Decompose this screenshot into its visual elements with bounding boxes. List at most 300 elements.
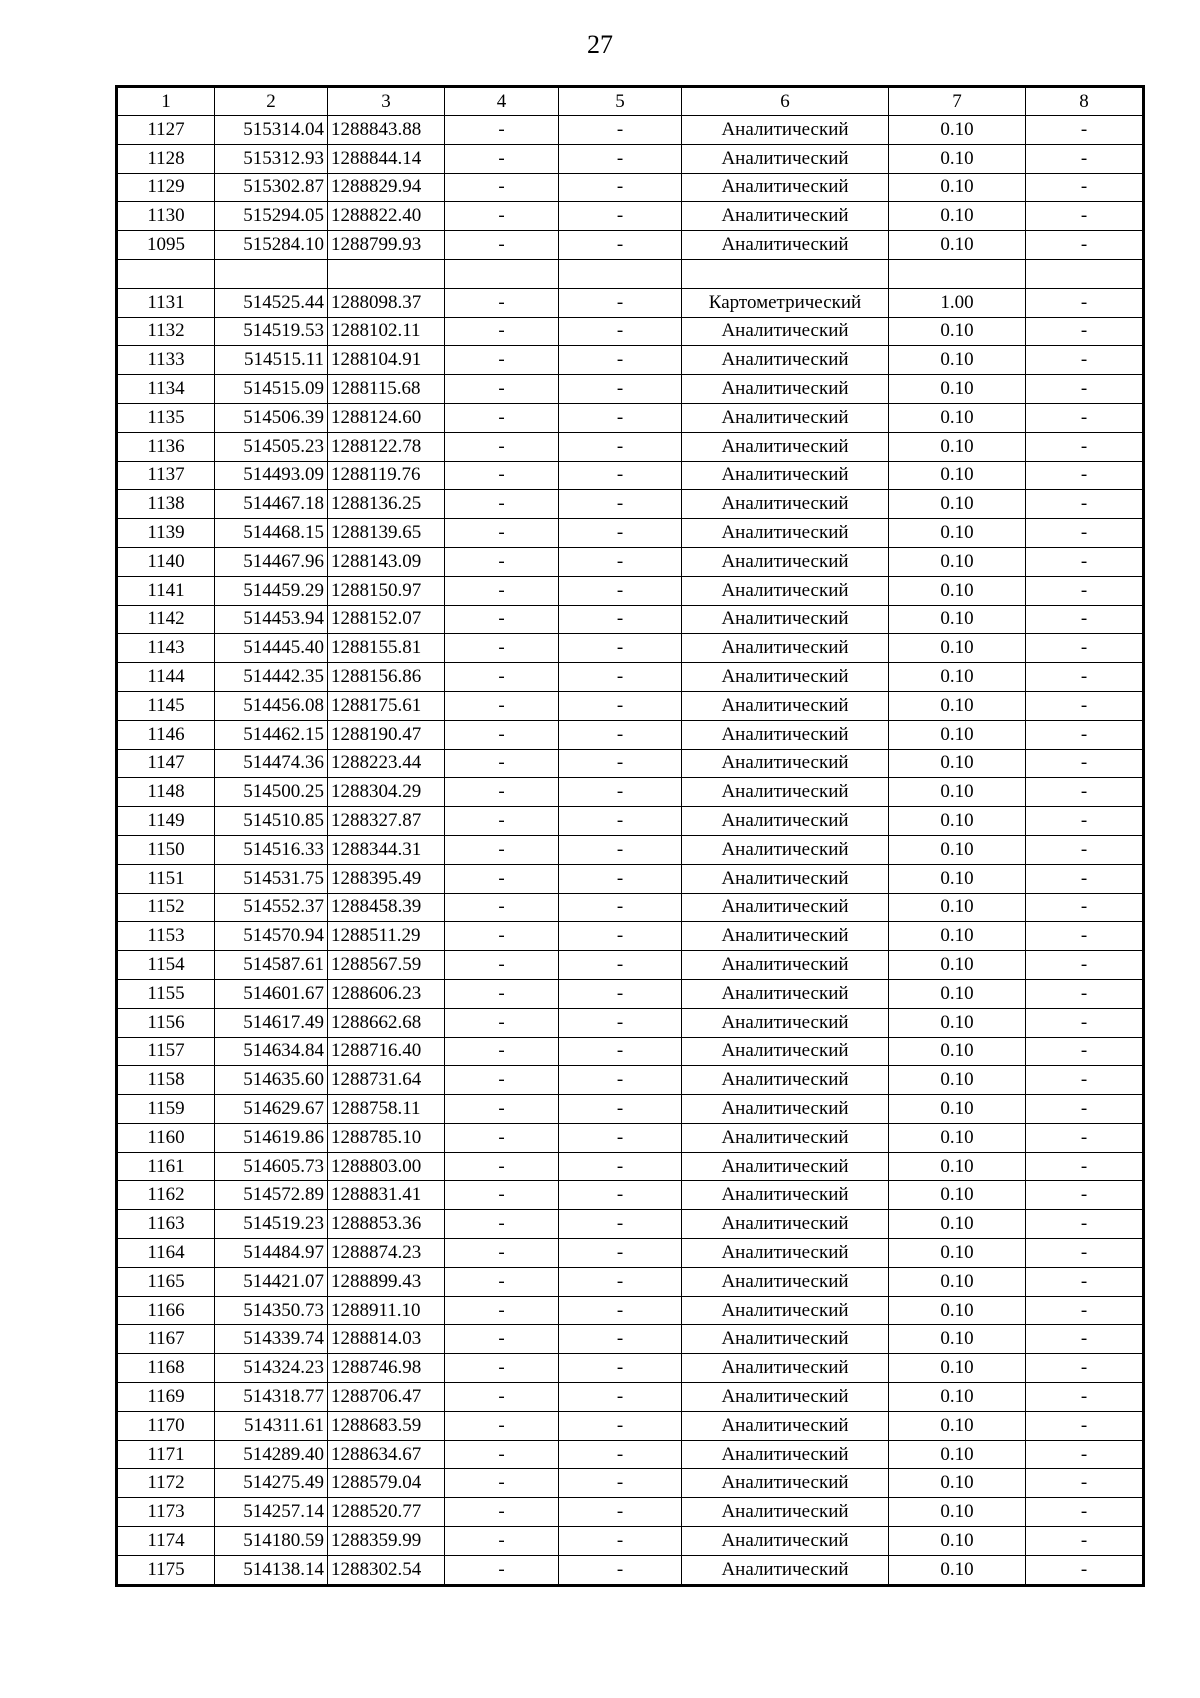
col-5-value-cell: - [559,173,682,202]
x-coordinate-cell: 514634.84 [215,1037,328,1066]
y-coordinate-cell: 1288152.07 [328,605,445,634]
point-number-cell: 1168 [117,1354,215,1383]
y-coordinate-cell: 1288098.37 [328,288,445,317]
accuracy-cell: 0.10 [889,1066,1026,1095]
point-number-cell: 1149 [117,807,215,836]
x-coordinate-cell: 514510.85 [215,807,328,836]
x-coordinate-cell: 514505.23 [215,432,328,461]
point-number-cell: 1166 [117,1296,215,1325]
col-5-value-cell: - [559,519,682,548]
point-number-cell: 1128 [117,144,215,173]
method-cell: Аналитический [682,461,889,490]
col-8-value-cell: - [1026,979,1144,1008]
method-cell: Аналитический [682,116,889,145]
table-header [117,87,1144,116]
y-coordinate-cell: 1288139.65 [328,519,445,548]
table-row [117,835,1144,864]
point-number-cell: 1148 [117,778,215,807]
col-4-value-cell: - [445,317,559,346]
col-8-value-cell: - [1026,1325,1144,1354]
table-row [117,547,1144,576]
table-row [117,1210,1144,1239]
col-5-value-cell: - [559,231,682,260]
table-row [117,663,1144,692]
x-coordinate-cell: 514318.77 [215,1383,328,1412]
method-cell: Аналитический [682,346,889,375]
point-number-cell: 1160 [117,1123,215,1152]
x-coordinate-cell: 514257.14 [215,1498,328,1527]
method-cell: Аналитический [682,519,889,548]
point-number-cell: 1175 [117,1555,215,1585]
table-row [117,1469,1144,1498]
col-4-value-cell: - [445,403,559,432]
x-coordinate-cell: 514138.14 [215,1555,328,1585]
y-coordinate-cell: 1288175.61 [328,691,445,720]
col-8-value-cell: - [1026,1555,1144,1585]
table-body [117,116,1144,1586]
col-4-value-cell: - [445,375,559,404]
col-5-value-cell: - [559,1008,682,1037]
col-5-value-cell: - [559,288,682,317]
method-cell: Картометрический [682,288,889,317]
table-row [117,979,1144,1008]
point-number-cell: 1156 [117,1008,215,1037]
table-row [117,173,1144,202]
col-5-value-cell: - [559,835,682,864]
point-number-cell: 1131 [117,288,215,317]
y-coordinate-cell: 1288156.86 [328,663,445,692]
col-4-value-cell: - [445,691,559,720]
col-4-value-cell: - [445,231,559,260]
col-8-value-cell: - [1026,317,1144,346]
col-4-value-cell: - [445,1325,559,1354]
accuracy-cell: 0.10 [889,1095,1026,1124]
column-header: 8 [1026,87,1144,116]
accuracy-cell: 0.10 [889,1267,1026,1296]
accuracy-cell: 0.10 [889,116,1026,145]
x-coordinate-cell: 515284.10 [215,231,328,260]
col-4-value-cell: - [445,1383,559,1412]
col-5-value-cell: - [559,720,682,749]
col-8-value-cell: - [1026,1210,1144,1239]
y-coordinate-cell: 1288799.93 [328,231,445,260]
accuracy-cell: 0.10 [889,1037,1026,1066]
col-8-value-cell: - [1026,375,1144,404]
x-coordinate-cell: 515302.87 [215,173,328,202]
x-coordinate-cell: 514467.96 [215,547,328,576]
col-4-value-cell: - [445,778,559,807]
accuracy-cell: 0.10 [889,519,1026,548]
accuracy-cell: 1.00 [889,288,1026,317]
x-coordinate-cell: 514339.74 [215,1325,328,1354]
point-number-cell: 1167 [117,1325,215,1354]
col-4-value-cell: - [445,1152,559,1181]
method-cell: Аналитический [682,1296,889,1325]
accuracy-cell: 0.10 [889,1354,1026,1383]
y-coordinate-cell: 1288606.23 [328,979,445,1008]
y-coordinate-cell: 1288814.03 [328,1325,445,1354]
method-cell: Аналитический [682,663,889,692]
col-5-value-cell: - [559,1469,682,1498]
method-cell: Аналитический [682,605,889,634]
col-5-value-cell: - [559,951,682,980]
col-5-value-cell: - [559,403,682,432]
col-8-value-cell: - [1026,144,1144,173]
col-4-value-cell: - [445,1123,559,1152]
y-coordinate-cell: 1288829.94 [328,173,445,202]
x-coordinate-cell: 514459.29 [215,576,328,605]
x-coordinate-cell: 514531.75 [215,864,328,893]
col-8-value-cell: - [1026,1296,1144,1325]
y-coordinate-cell: 1288302.54 [328,1555,445,1585]
col-8-value-cell: - [1026,1527,1144,1556]
col-4-value-cell: - [445,864,559,893]
method-cell: Аналитический [682,720,889,749]
col-8-value-cell: - [1026,346,1144,375]
method-cell: Аналитический [682,1267,889,1296]
x-coordinate-cell: 514289.40 [215,1440,328,1469]
accuracy-cell: 0.10 [889,720,1026,749]
col-5-value-cell: - [559,1181,682,1210]
accuracy-cell: 0.10 [889,1296,1026,1325]
accuracy-cell: 0.10 [889,1440,1026,1469]
point-number-cell: 1158 [117,1066,215,1095]
method-cell: Аналитический [682,951,889,980]
col-4-value-cell: - [445,346,559,375]
x-coordinate-cell: 515294.05 [215,202,328,231]
y-coordinate-cell: 1288758.11 [328,1095,445,1124]
method-cell: Аналитический [682,691,889,720]
y-coordinate-cell: 1288223.44 [328,749,445,778]
x-coordinate-cell: 514601.67 [215,979,328,1008]
y-coordinate-cell: 1288115.68 [328,375,445,404]
y-coordinate-cell: 1288822.40 [328,202,445,231]
method-cell: Аналитический [682,1440,889,1469]
col-5-value-cell: - [559,547,682,576]
table-row [117,288,1144,317]
point-number-cell: 1165 [117,1267,215,1296]
accuracy-cell: 0.10 [889,576,1026,605]
col-4-value-cell: - [445,1008,559,1037]
x-coordinate-cell: 514493.09 [215,461,328,490]
y-coordinate-cell: 1288327.87 [328,807,445,836]
col-5-value-cell: - [559,979,682,1008]
col-8-value-cell: - [1026,1469,1144,1498]
point-number-cell: 1142 [117,605,215,634]
col-5-value-cell: - [559,1383,682,1412]
col-4-value-cell: - [445,1527,559,1556]
col-8-value-cell: - [1026,634,1144,663]
accuracy-cell: 0.10 [889,1325,1026,1354]
col-4-value-cell: - [445,144,559,173]
table-row [117,519,1144,548]
point-number-cell: 1129 [117,173,215,202]
column-header: 5 [559,87,682,116]
accuracy-cell: 0.10 [889,547,1026,576]
table-row [117,403,1144,432]
x-coordinate-cell: 514519.23 [215,1210,328,1239]
col-4-value-cell: - [445,461,559,490]
accuracy-cell: 0.10 [889,864,1026,893]
col-4-value-cell: - [445,835,559,864]
method-cell: Аналитический [682,979,889,1008]
column-header: 3 [328,87,445,116]
y-coordinate-cell [328,259,445,288]
table-row [117,1383,1144,1412]
col-8-value-cell: - [1026,749,1144,778]
col-5-value-cell: - [559,922,682,951]
col-4-value-cell: - [445,202,559,231]
table-row [117,1095,1144,1124]
col-8-value-cell: - [1026,1440,1144,1469]
coordinates-table [115,85,1145,1587]
col-5-value-cell: - [559,490,682,519]
accuracy-cell: 0.10 [889,490,1026,519]
point-number-cell: 1145 [117,691,215,720]
x-coordinate-cell: 514453.94 [215,605,328,634]
method-cell: Аналитический [682,1411,889,1440]
accuracy-cell: 0.10 [889,231,1026,260]
col-5-value-cell [559,259,682,288]
point-number-cell: 1154 [117,951,215,980]
y-coordinate-cell: 1288662.68 [328,1008,445,1037]
x-coordinate-cell: 514275.49 [215,1469,328,1498]
col-4-value-cell: - [445,288,559,317]
accuracy-cell: 0.10 [889,461,1026,490]
col-8-value-cell: - [1026,432,1144,461]
col-5-value-cell: - [559,893,682,922]
method-cell: Аналитический [682,634,889,663]
y-coordinate-cell: 1288119.76 [328,461,445,490]
col-8-value-cell: - [1026,778,1144,807]
accuracy-cell: 0.10 [889,1498,1026,1527]
x-coordinate-cell: 514445.40 [215,634,328,663]
col-5-value-cell: - [559,1325,682,1354]
x-coordinate-cell: 514500.25 [215,778,328,807]
x-coordinate-cell: 514525.44 [215,288,328,317]
table-row [117,259,1144,288]
col-4-value-cell: - [445,1181,559,1210]
point-number-cell: 1159 [117,1095,215,1124]
point-number-cell: 1171 [117,1440,215,1469]
col-8-value-cell: - [1026,461,1144,490]
y-coordinate-cell: 1288683.59 [328,1411,445,1440]
method-cell: Аналитический [682,1239,889,1268]
table-row [117,1498,1144,1527]
accuracy-cell [889,259,1026,288]
col-5-value-cell: - [559,1354,682,1383]
method-cell: Аналитический [682,202,889,231]
method-cell: Аналитический [682,1210,889,1239]
x-coordinate-cell: 514635.60 [215,1066,328,1095]
x-coordinate-cell [215,259,328,288]
table-row [117,1555,1144,1585]
accuracy-cell: 0.10 [889,979,1026,1008]
accuracy-cell: 0.10 [889,144,1026,173]
point-number-cell [117,259,215,288]
accuracy-cell: 0.10 [889,634,1026,663]
accuracy-cell: 0.10 [889,375,1026,404]
y-coordinate-cell: 1288831.41 [328,1181,445,1210]
column-header: 2 [215,87,328,116]
x-coordinate-cell: 514311.61 [215,1411,328,1440]
method-cell: Аналитический [682,807,889,836]
y-coordinate-cell: 1288911.10 [328,1296,445,1325]
col-4-value-cell: - [445,1555,559,1585]
table-row [117,1527,1144,1556]
col-4-value-cell: - [445,951,559,980]
col-4-value-cell: - [445,1411,559,1440]
point-number-cell: 1139 [117,519,215,548]
method-cell: Аналитический [682,432,889,461]
col-8-value-cell: - [1026,519,1144,548]
col-4-value-cell: - [445,749,559,778]
table-row [117,864,1144,893]
accuracy-cell: 0.10 [889,691,1026,720]
col-8-value-cell: - [1026,173,1144,202]
y-coordinate-cell: 1288579.04 [328,1469,445,1498]
col-5-value-cell: - [559,1296,682,1325]
col-5-value-cell: - [559,1210,682,1239]
col-4-value-cell: - [445,519,559,548]
accuracy-cell: 0.10 [889,605,1026,634]
method-cell: Аналитический [682,403,889,432]
table-row [117,346,1144,375]
col-8-value-cell: - [1026,893,1144,922]
col-8-value-cell: - [1026,807,1144,836]
method-cell: Аналитический [682,1469,889,1498]
col-8-value-cell: - [1026,864,1144,893]
col-5-value-cell: - [559,1411,682,1440]
col-8-value-cell: - [1026,1066,1144,1095]
col-8-value-cell: - [1026,547,1144,576]
column-header: 6 [682,87,889,116]
table-row [117,1066,1144,1095]
point-number-cell: 1174 [117,1527,215,1556]
y-coordinate-cell: 1288843.88 [328,116,445,145]
accuracy-cell: 0.10 [889,807,1026,836]
method-cell: Аналитический [682,1354,889,1383]
x-coordinate-cell: 514456.08 [215,691,328,720]
col-8-value-cell: - [1026,1008,1144,1037]
point-number-cell: 1173 [117,1498,215,1527]
x-coordinate-cell: 514180.59 [215,1527,328,1556]
accuracy-cell: 0.10 [889,432,1026,461]
col-8-value-cell: - [1026,403,1144,432]
method-cell: Аналитический [682,144,889,173]
col-4-value-cell: - [445,1469,559,1498]
method-cell: Аналитический [682,1527,889,1556]
column-header: 4 [445,87,559,116]
col-4-value-cell: - [445,663,559,692]
table-row [117,1411,1144,1440]
table-row [117,1296,1144,1325]
col-4-value-cell: - [445,1354,559,1383]
y-coordinate-cell: 1288874.23 [328,1239,445,1268]
col-8-value-cell: - [1026,1411,1144,1440]
method-cell: Аналитический [682,1066,889,1095]
col-4-value-cell: - [445,173,559,202]
accuracy-cell: 0.10 [889,922,1026,951]
method-cell: Аналитический [682,835,889,864]
table-row [117,317,1144,346]
method-cell: Аналитический [682,1325,889,1354]
col-8-value-cell: - [1026,116,1144,145]
col-4-value-cell: - [445,807,559,836]
table-row [117,1267,1144,1296]
col-8-value-cell: - [1026,1095,1144,1124]
col-4-value-cell: - [445,1095,559,1124]
method-cell: Аналитический [682,1152,889,1181]
method-cell: Аналитический [682,1181,889,1210]
accuracy-cell: 0.10 [889,1383,1026,1412]
y-coordinate-cell: 1288731.64 [328,1066,445,1095]
x-coordinate-cell: 514350.73 [215,1296,328,1325]
x-coordinate-cell: 514605.73 [215,1152,328,1181]
method-cell: Аналитический [682,1123,889,1152]
point-number-cell: 1155 [117,979,215,1008]
accuracy-cell: 0.10 [889,778,1026,807]
accuracy-cell: 0.10 [889,663,1026,692]
point-number-cell: 1169 [117,1383,215,1412]
y-coordinate-cell: 1288136.25 [328,490,445,519]
table-row [117,116,1144,145]
col-5-value-cell: - [559,749,682,778]
col-5-value-cell: - [559,317,682,346]
table-row [117,432,1144,461]
col-4-value-cell: - [445,720,559,749]
table-row [117,375,1144,404]
x-coordinate-cell: 514515.09 [215,375,328,404]
table-row [117,1181,1144,1210]
col-8-value-cell: - [1026,922,1144,951]
col-5-value-cell: - [559,144,682,173]
accuracy-cell: 0.10 [889,893,1026,922]
x-coordinate-cell: 514572.89 [215,1181,328,1210]
col-5-value-cell: - [559,634,682,663]
col-5-value-cell: - [559,1123,682,1152]
accuracy-cell: 0.10 [889,749,1026,778]
col-8-value-cell: - [1026,835,1144,864]
col-5-value-cell: - [559,1527,682,1556]
col-4-value-cell: - [445,1210,559,1239]
point-number-cell: 1163 [117,1210,215,1239]
x-coordinate-cell: 514474.36 [215,749,328,778]
table-row [117,807,1144,836]
col-5-value-cell: - [559,663,682,692]
accuracy-cell: 0.10 [889,346,1026,375]
table-row [117,1354,1144,1383]
col-8-value-cell: - [1026,1383,1144,1412]
table-row [117,691,1144,720]
col-5-value-cell: - [559,1095,682,1124]
table-row [117,634,1144,663]
point-number-cell: 1136 [117,432,215,461]
col-8-value-cell: - [1026,605,1144,634]
col-5-value-cell: - [559,1267,682,1296]
point-number-cell: 1133 [117,346,215,375]
page-number: 27 [587,30,613,59]
col-8-value-cell [1026,259,1144,288]
method-cell: Аналитический [682,1095,889,1124]
col-8-value-cell: - [1026,490,1144,519]
col-5-value-cell: - [559,778,682,807]
method-cell: Аналитический [682,1555,889,1585]
table-row [117,461,1144,490]
point-number-cell: 1132 [117,317,215,346]
table-row [117,1008,1144,1037]
col-5-value-cell: - [559,202,682,231]
